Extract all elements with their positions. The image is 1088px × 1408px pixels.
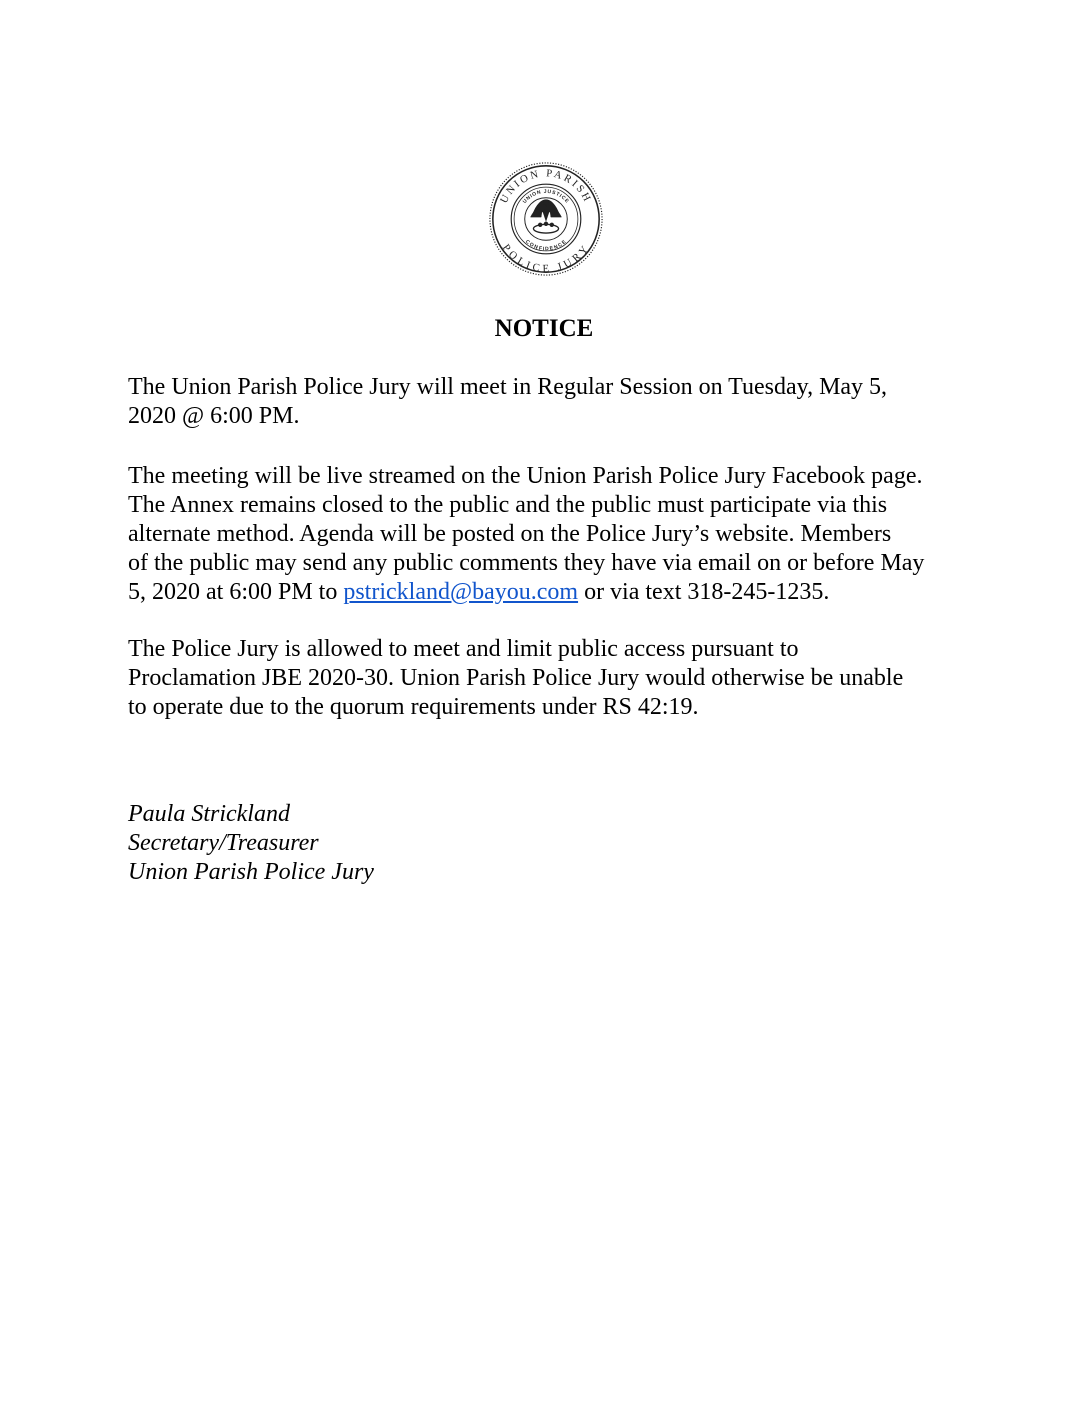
svg-text:UNION PARISH: UNION PARISH [498, 168, 594, 206]
paragraph-line: The Union Parish Police Jury will meet in Regular Session on Tuesday, May 5, [128, 374, 888, 400]
notice-title: NOTICE [494, 315, 594, 342]
paragraph-line: 2020 @ 6:00 PM. [128, 403, 300, 429]
svg-text:POLICE JURY: POLICE JURY [499, 242, 593, 275]
livestream-instructions-paragraph [128, 462, 968, 607]
paragraph-line: The meeting will be live streamed on the Union Parish Police Jury Facebook page. [128, 463, 923, 489]
paragraph-text: 5, 2020 at 6:00 PM to [128, 579, 344, 605]
email-link[interactable]: pstrickland@bayou.com [343, 579, 579, 605]
paragraph-line: to operate due to the quorum requirements under RS 42:19. [128, 694, 699, 720]
svg-text:CONFIDENCE: CONFIDENCE [524, 238, 568, 253]
paragraph-line: alternate method. Agenda will be posted on the Police Jury’s website. Members [128, 521, 892, 547]
paragraph-line: The Annex remains closed to the public and the public must participate via this [128, 492, 888, 518]
paragraph-line: of the public may send any public comments they have via email on or before May [128, 550, 925, 576]
paragraph-line: The Police Jury is allowed to meet and limit public access pursuant to [128, 636, 799, 662]
signature-title: Secretary/Treasurer [128, 830, 319, 856]
signature-name: Paula Strickland [128, 801, 290, 827]
svg-text:UNION JUSTICE: UNION JUSTICE [521, 188, 571, 205]
signature-organization: Union Parish Police Jury [128, 859, 374, 885]
legal-authority-paragraph [128, 635, 968, 722]
parish-seal-icon [488, 161, 604, 277]
paragraph-line [128, 578, 968, 607]
paragraph-text: or via text 318-245-1235. [578, 579, 830, 605]
signature-block [128, 800, 374, 887]
paragraph-line: Proclamation JBE 2020-30. Union Parish Police Jury would otherwise be unable [128, 665, 904, 691]
meeting-announcement-paragraph [128, 373, 968, 431]
